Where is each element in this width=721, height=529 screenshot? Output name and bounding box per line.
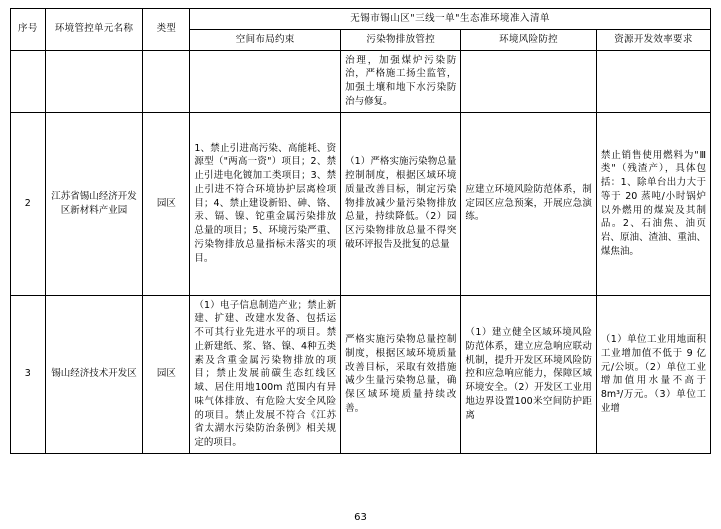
row-resource-efficiency: 禁止销售使用燃料为"Ⅲ类"（残渣产），具体包括：1、除单台出力大于等于 20 蒸吨/小时锅炉以外燃用的煤炭及其制品。2、石油焦、油页岩、原油、渣油、重油、煤焦油。 xyxy=(596,112,710,295)
row-unit-name: 江苏省锡山经济开发区新材料产业园 xyxy=(45,112,143,295)
row-type: 园区 xyxy=(143,112,190,295)
row-space-constraint: 1、禁止引进高污染、高能耗、资源型（"两高一资"）项目；2、禁止引进电化镀加工类项目；3、禁止引进不符合环境协护层离检项目；4、禁止建设新铅、砷、铬、汞、镉、镍、铊重金属污染排放总量的项目；5、环境污染严重、污染物排放总量指标未落实的项目。 xyxy=(190,112,341,295)
row-seq: 3 xyxy=(11,295,46,453)
row-resource-efficiency xyxy=(596,50,710,112)
row-risk-control: 应建立环境风险防范体系，制定园区应急预案，开展应急演练。 xyxy=(461,112,597,295)
header-resource-efficiency: 资源开发效率要求 xyxy=(596,29,710,50)
row-pollutant-control: （1）严格实施污染物总量控制制度，根据区域环境质量改善目标，制定污染物排放减少量污染物排放总量，持续降低。（2）园区污染物排放总量不得突破环评报告及批复的总量 xyxy=(341,112,461,295)
header-space-constraint: 空间布局约束 xyxy=(190,29,341,50)
row-space-constraint xyxy=(190,50,341,112)
page-number: 63 xyxy=(354,512,367,523)
header-type: 类型 xyxy=(143,9,190,51)
header-pollutant-control: 污染物排放管控 xyxy=(341,29,461,50)
header-seq: 序号 xyxy=(11,9,46,51)
row-risk-control xyxy=(461,50,597,112)
header-risk-control: 环境风险防控 xyxy=(461,29,597,50)
row-seq xyxy=(11,50,46,112)
row-pollutant-control: 治理，加强煤炉污染防治，严格施工扬尘监管，加强土壤和地下水污染防治与修复。 xyxy=(341,50,461,112)
row-space-constraint: （1）电子信息制造产业；禁止新建、扩建、改建水发备、包括运不可其行业先进水平的项目。禁止新建纸、浆、铬、镍、4种五类素及含重金属污染物排放的项目；禁止发展前碳生态红线区域、居住用地100m 范围内有异味气体排放、有危险大安全风险的项目。禁止发展不符合《江苏省太湖水污染防治条例》相关规定的项目。 xyxy=(190,295,341,453)
row-type: 园区 xyxy=(143,295,190,453)
row-unit-name: 锡山经济技术开发区 xyxy=(45,295,143,453)
table-title: 无锡市锡山区"三线一单"生态准环境准入清单 xyxy=(190,9,711,30)
table-header-title-row xyxy=(11,9,711,30)
table-row xyxy=(11,112,711,295)
header-unit-name: 环境管控单元名称 xyxy=(45,9,143,51)
row-risk-control: （1）建立健全区域环境风险防范体系，建立应急响应联动机制，提升开发区环境风险防控和应急响应能力，保障区域环境安全。（2）开发区工业用地边界设置100米空间防护距离 xyxy=(461,295,597,453)
row-unit-name xyxy=(45,50,143,112)
table-row xyxy=(11,50,711,112)
row-pollutant-control: 严格实施污染物总量控制制度，根据区域环境质量改善目标，采取有效措施减少生量污染物总量，确保区域环境质量持续改善。 xyxy=(341,295,461,453)
environment-access-list-table xyxy=(10,8,711,454)
row-seq: 2 xyxy=(11,112,46,295)
row-type xyxy=(143,50,190,112)
table-row xyxy=(11,295,711,453)
row-resource-efficiency: （1）单位工业用地面积工业增加值不低于 9 亿元/公顷。（2）单位工业增加值用水量不高于8m³/万元。（3）单位工业增 xyxy=(596,295,710,453)
